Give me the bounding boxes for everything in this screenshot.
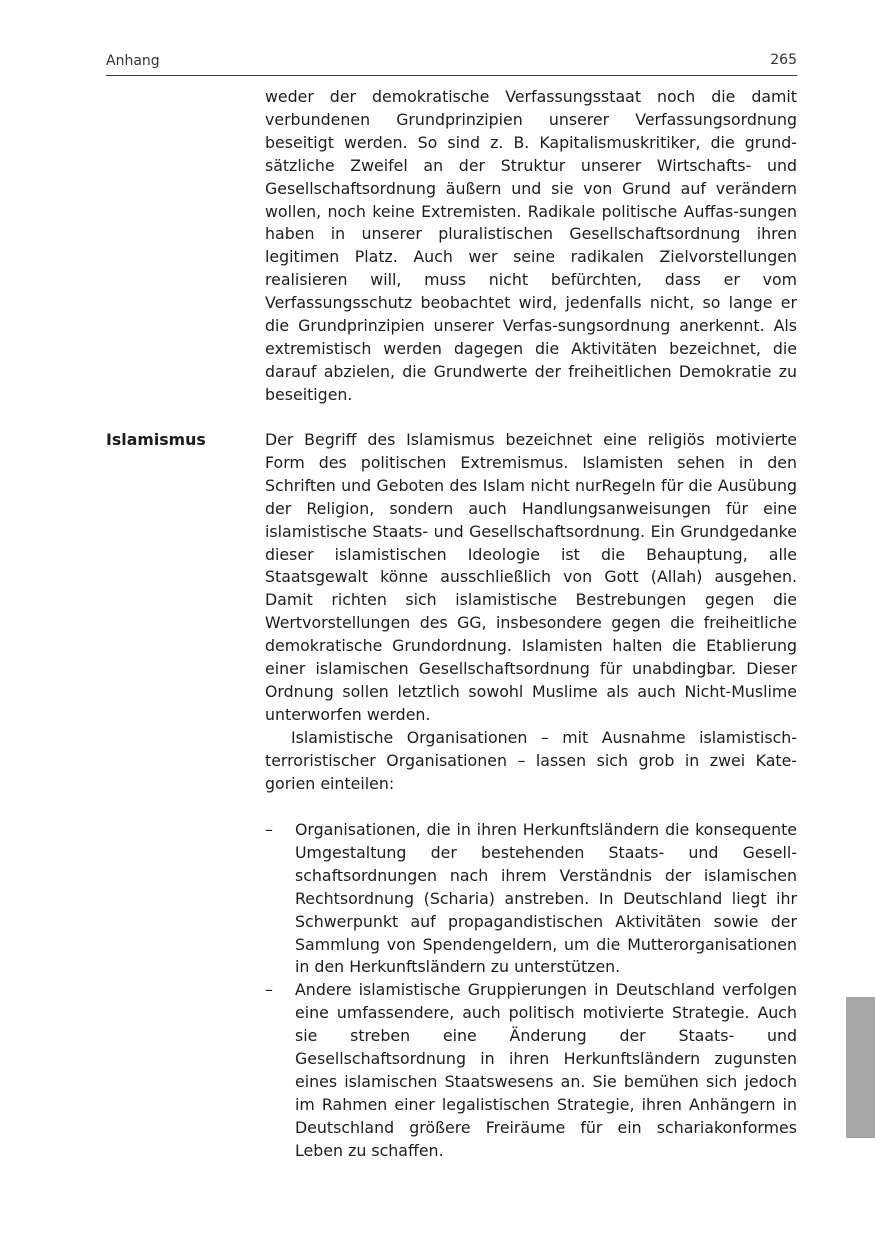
list-item [265,979,797,1162]
list-item [265,819,797,979]
list-item-text: Organisationen, die in ihren Herkunftsländern die konsequente Umgestaltung der bestehenden Staats- und Gesellschaftsordnungen nach ihrem Verständnis der islamischen Rechtsordnung (Scharia) anstreben. In Deutschland liegt ihr Schwerpunkt auf propagandistischen Aktivitäten sowie der Sammlung von Spendengeldern, um die Mutterorganisationen in den Herkunftsländern zu unterstützen. [295,820,797,977]
list-item-text: Andere islamistische Gruppierungen in Deutschland verfolgen eine umfassendere, auch politisch motivierte Strategie. Auch sie streben eine Änderung der Staats- und Gesellschaftsordnung in ihren Herkunftsländern zugunsten eines islamischen Staatswesens an. Sie bemühen sich jedoch im Rahmen einer legalistischen Strategie, ihren Anhängern in Deutschland größere Freiräume für ein schariakonformes Leben zu schaffen. [295,980,797,1160]
running-header [106,51,797,76]
organisations-paragraph: Islamistische Organisationen – mit Ausnahme islamistischterroristischer Organisationen – lassen sich grob in zwei Kategorien einteilen: [265,727,797,793]
term-heading-islamismus: Islamismus [106,430,206,449]
header-section-title: Anhang [106,53,160,69]
continuation-paragraph [265,86,797,407]
dash-marker: – [265,980,273,1000]
paragraph-text: weder der demokratische Verfassungsstaat noch die damit verbundenen Grundprinzipien unserer Verfassungsordnung beseitigt werden. So sind z. B. Kapitalismuskritiker, die grundsätzliche Zweifel an der Struktur unserer Wirtschafts- und Gesellschaftsordnung äußern und sie von Grund auf verändern wollen, noch keine Extremisten. Radikale politische Auffas-sungen haben in unserer pluralistischen Gesellschaftsordnung ihren legitimen Platz. Auch wer seine radikalen Zielvorstellungen realisieren will, muss nicht befürchten, dass er vom Verfassungsschutz beobachtet wird, jedenfalls nicht, so lange er die Grundprinzipien unserer Verfas-sungsordnung anerkennt. Als extremistisch werden dagegen die Aktivitäten bezeichnet, die darauf abzielen, die Grundwerte der freiheitlichen Demokratie zu beseitigen. [265,87,797,404]
definition-paragraph: Der Begriff des Islamismus bezeichnet eine religiös motivierte Form des politischen Extremismus. Islamisten sehen in den Schriften und Geboten des Islam nicht nurRegeln für die Ausübung der Religion, sondern auch Handlungsanweisungen für eine islamistische Staats- und Gesellschaftsordnung. Ein Grundgedanke dieser islamistischen Ideologie ist die Behauptung, alle Staatsgewalt könne ausschließlich von Gott (Allah) ausgehen. Damit richten sich islamistische Bestrebungen gegen die Wertvorstellungen des GG, insbesondere gegen die freiheitliche demokratische Grundordnung. Islamisten halten die Etablierung einer islamischen Gesellschaftsordnung für unabdingbar. Dieser Ordnung sollen letztlich sowohl Muslime als auch Nicht-Muslime unterworfen werden. [265,430,797,724]
thumb-index-tab [846,997,875,1138]
islamismus-definition [265,429,797,796]
category-list [265,819,797,1163]
page-number: 265 [770,52,797,68]
dash-marker: – [265,820,273,839]
